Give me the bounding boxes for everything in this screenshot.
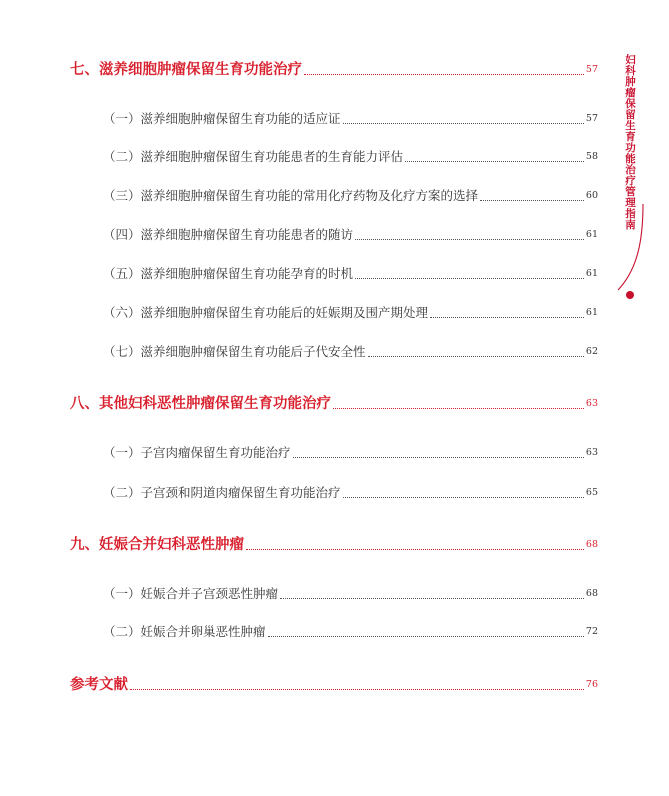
toc-page-number: 63	[585, 398, 598, 409]
toc-label: （四）滋养细胞肿瘤保留生育功能患者的随访	[103, 227, 354, 242]
toc-page-number: 60	[585, 190, 598, 201]
toc-page-number: 65	[585, 487, 598, 498]
dot-leader	[280, 598, 584, 599]
dot-leader	[343, 497, 584, 498]
toc-page-number: 57	[585, 64, 598, 75]
toc-label: （七）滋养细胞肿瘤保留生育功能后子代安全性	[103, 344, 366, 359]
toc-section-8[interactable]	[70, 393, 598, 415]
toc-subsection-7-7[interactable]	[103, 341, 598, 363]
toc-page-number: 63	[585, 447, 598, 458]
toc-label: 参考文献	[70, 677, 128, 693]
toc-subsection-8-2[interactable]	[103, 482, 598, 504]
toc-page-number: 58	[585, 151, 598, 162]
toc-label: （三）滋养细胞肿瘤保留生育功能的常用化疗药物及化疗方案的选择	[103, 188, 479, 203]
toc-page-number: 68	[585, 588, 598, 599]
toc-subsection-9-1[interactable]	[103, 583, 598, 605]
dot-leader	[333, 408, 584, 409]
toc-section-9[interactable]	[70, 534, 598, 556]
dot-leader	[343, 123, 584, 124]
dot-leader	[293, 457, 584, 458]
toc-label: （二）滋养细胞肿瘤保留生育功能患者的生育能力评估	[103, 149, 404, 164]
toc-label: 八、其他妇科恶性肿瘤保留生育功能治疗	[70, 396, 331, 412]
toc-page-number: 61	[585, 268, 598, 279]
toc-page-number: 61	[585, 307, 598, 318]
toc-label: （一）滋养细胞肿瘤保留生育功能的适应证	[103, 111, 341, 126]
toc-label: （一）妊娠合并子宫颈恶性肿瘤	[103, 586, 279, 601]
side-running-title	[616, 54, 646, 314]
toc-label: （五）滋养细胞肿瘤保留生育功能孕育的时机	[103, 266, 354, 281]
toc-label: （一）子宫肉瘤保留生育功能治疗	[103, 445, 291, 460]
decorative-dot-icon	[626, 291, 634, 299]
toc-subsection-9-2[interactable]	[103, 621, 598, 643]
side-title-text: 妇科肿瘤保留生育功能治疗管理指南	[624, 54, 636, 230]
dot-leader	[246, 549, 584, 550]
toc-label: （六）滋养细胞肿瘤保留生育功能后的妊娠期及围产期处理	[103, 305, 429, 320]
dot-leader	[405, 161, 584, 162]
toc-subsection-7-5[interactable]	[103, 263, 598, 285]
toc-label: 九、妊娠合并妇科恶性肿瘤	[70, 537, 244, 553]
dot-leader	[130, 689, 584, 690]
dot-leader	[355, 278, 584, 279]
toc-label: 七、滋养细胞肿瘤保留生育功能治疗	[70, 62, 302, 78]
dot-leader	[430, 317, 584, 318]
toc-page-number: 62	[585, 346, 598, 357]
dot-leader	[355, 239, 584, 240]
toc-subsection-7-4[interactable]	[103, 224, 598, 246]
toc-label: （二）妊娠合并卵巢恶性肿瘤	[103, 624, 266, 639]
toc-references[interactable]	[70, 674, 598, 696]
toc-page-number: 57	[585, 113, 598, 124]
toc-page-number: 61	[585, 229, 598, 240]
toc-subsection-7-1[interactable]	[103, 108, 598, 130]
toc-page-number: 68	[585, 539, 598, 550]
dot-leader	[268, 636, 584, 637]
dot-leader	[480, 200, 584, 201]
decorative-curve-icon	[616, 204, 646, 294]
toc-page-number: 72	[585, 626, 598, 637]
toc-subsection-7-2[interactable]	[103, 146, 598, 168]
toc-subsection-8-1[interactable]	[103, 442, 598, 464]
toc-label: （二）子宫颈和阴道肉瘤保留生育功能治疗	[103, 485, 341, 500]
dot-leader	[304, 74, 584, 75]
toc-subsection-7-6[interactable]	[103, 302, 598, 324]
toc-section-7[interactable]	[70, 59, 598, 81]
toc-subsection-7-3[interactable]	[103, 185, 598, 207]
dot-leader	[368, 356, 584, 357]
toc-page-number: 76	[585, 679, 598, 690]
